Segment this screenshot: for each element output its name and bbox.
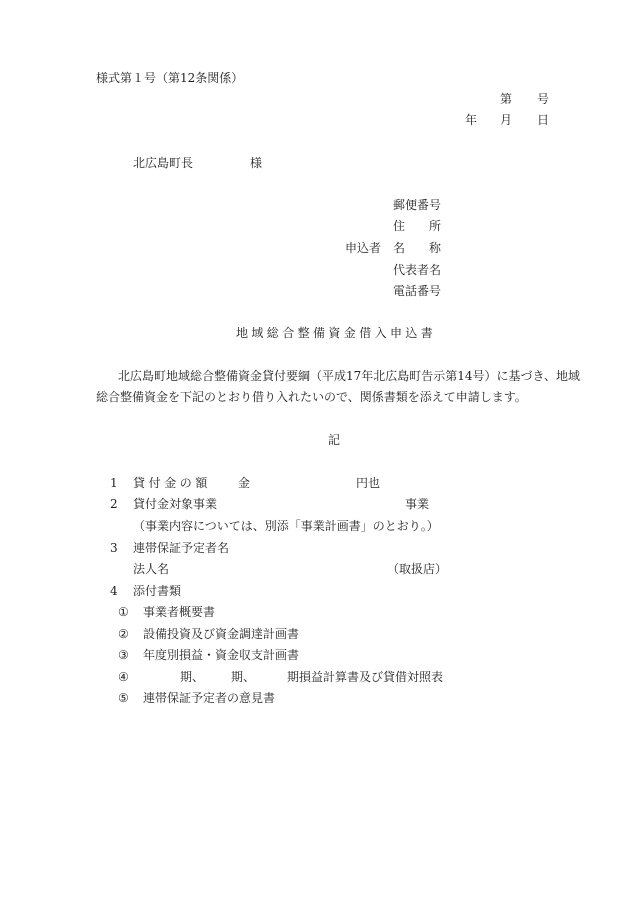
- addressee-honorific: 様: [250, 156, 263, 170]
- item-2-suffix: 事業: [405, 497, 430, 511]
- attachment-4-mark: ④: [118, 670, 129, 684]
- item-2-number: 2: [110, 497, 118, 511]
- applicant-address-label-1: 住: [393, 219, 406, 233]
- attachment-2-mark: ②: [118, 627, 129, 641]
- attachment-4-part-3: 期損益計算書及び貸借対照表: [287, 670, 444, 684]
- applicant-name-label-1: 名: [393, 241, 406, 255]
- body-line-2: 総合整備資金を下記のとおり借り入れたいので、関係書類を添えて申請します。: [96, 390, 527, 404]
- body-line-1: 北広島町地域総合整備資金貸付要綱（平成17年北広島町告示第14号）に基づき、地域: [118, 369, 581, 383]
- applicant-name-label-2: 称: [429, 241, 442, 255]
- item-4-label: 添付書類: [133, 584, 182, 598]
- applicant-postal-label: 郵便番号: [393, 198, 442, 212]
- item-1-label: 貸付金の額: [133, 476, 212, 490]
- document-title: 地域総合整備資金借入申込書: [236, 326, 437, 340]
- item-2-label: 貸付金対象事業: [133, 497, 218, 511]
- attachment-3-mark: ③: [118, 648, 129, 662]
- form-id: 様式第１号（第12条関係）: [96, 71, 244, 85]
- number-dai: 第: [500, 92, 513, 106]
- attachment-3-text: 年度別損益・資金収支計画書: [143, 648, 300, 662]
- attachment-5-mark: ⑤: [118, 691, 129, 705]
- attachment-1-mark: ①: [118, 605, 129, 619]
- applicant-representative-label: 代表者名: [393, 263, 442, 277]
- date-year: 年: [465, 113, 478, 127]
- attachment-4-part-1: 期、: [180, 670, 205, 684]
- addressee-name: 北広島町長: [133, 156, 194, 170]
- attachment-5-text: 連帯保証予定者の意見書: [143, 691, 276, 705]
- item-4-number: 4: [110, 584, 118, 598]
- date-day: 日: [537, 113, 550, 127]
- attachment-2-text: 設備投資及び資金調達計画書: [143, 627, 300, 641]
- applicant-address-label-2: 所: [429, 219, 442, 233]
- item-3-corp-label: 法人名: [133, 562, 170, 576]
- attachment-4-part-2: 期、: [231, 670, 256, 684]
- item-3-number: 3: [110, 541, 118, 555]
- item-1-currency-suffix: 円也: [356, 476, 381, 490]
- item-2-note: （事業内容については、別添「事業計画書」のとおり。）: [133, 519, 439, 533]
- applicant-role-label: 申込者: [345, 241, 382, 255]
- item-3-branch-label: （取扱店）: [387, 562, 448, 576]
- ki-heading: 記: [328, 433, 341, 447]
- date-month: 月: [500, 113, 513, 127]
- number-gou: 号: [537, 92, 550, 106]
- attachment-1-text: 事業者概要書: [143, 605, 216, 619]
- item-1-number: 1: [110, 476, 118, 490]
- item-1-currency-prefix: 金: [238, 476, 251, 490]
- applicant-phone-label: 電話番号: [393, 284, 442, 298]
- item-3-label: 連帯保証予定者名: [133, 541, 230, 555]
